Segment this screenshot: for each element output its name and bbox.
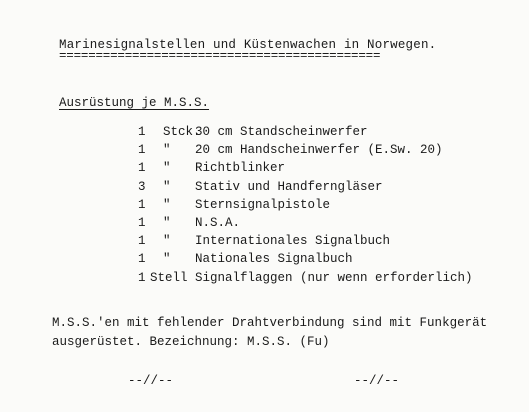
item-text: Richtblinker	[195, 161, 286, 176]
item-quantity: 1	[138, 215, 146, 230]
item-unit: "	[163, 215, 171, 230]
item-text: Stativ und Handferngläser	[195, 179, 383, 194]
item-unit: "	[163, 179, 171, 194]
item-quantity: 1	[138, 234, 146, 249]
item-text: Sternsignalpistole	[195, 197, 331, 212]
section-heading: Ausrüstung je M.S.S.	[59, 96, 210, 110]
item-quantity: 1	[138, 125, 146, 139]
radio-note	[52, 314, 487, 352]
item-quantity: 1	[138, 252, 146, 267]
document-title: Marinesignalstellen und Küstenwachen in Norwegen.	[59, 38, 437, 52]
item-unit: "	[163, 234, 171, 249]
item-quantity: 1	[138, 197, 146, 212]
end-separator-left: --//--	[128, 374, 174, 388]
radio-note-line-1: M.S.S.'en mit fehlender Drahtverbindung sind mit Funkgerät	[52, 316, 488, 330]
item-unit: "	[163, 143, 171, 158]
end-separator-right: --//--	[354, 374, 400, 388]
item-unit: Stck.	[163, 125, 201, 139]
title-double-underline: ============================================	[59, 49, 381, 63]
item-text: 30 cm Standscheinwerfer	[195, 125, 368, 139]
item-quantity: 1	[138, 161, 146, 176]
item-unit: "	[163, 252, 171, 267]
item-quantity: 1	[138, 270, 146, 285]
item-text: Stell Signalflaggen (nur wenn erforderlich)	[150, 270, 473, 285]
item-quantity: 1	[138, 143, 146, 158]
item-text: 20 cm Handscheinwerfer (E.Sw. 20)	[195, 143, 443, 158]
item-quantity: 3	[138, 179, 146, 194]
item-text: Nationales Signalbuch	[195, 252, 353, 267]
item-unit: "	[163, 197, 171, 212]
item-text: Internationales Signalbuch	[195, 234, 391, 249]
item-unit: "	[163, 161, 171, 176]
item-text: N.S.A.	[195, 215, 241, 230]
radio-note-line-2: ausgerüstet. Bezeichnung: M.S.S. (Fu)	[52, 335, 330, 349]
